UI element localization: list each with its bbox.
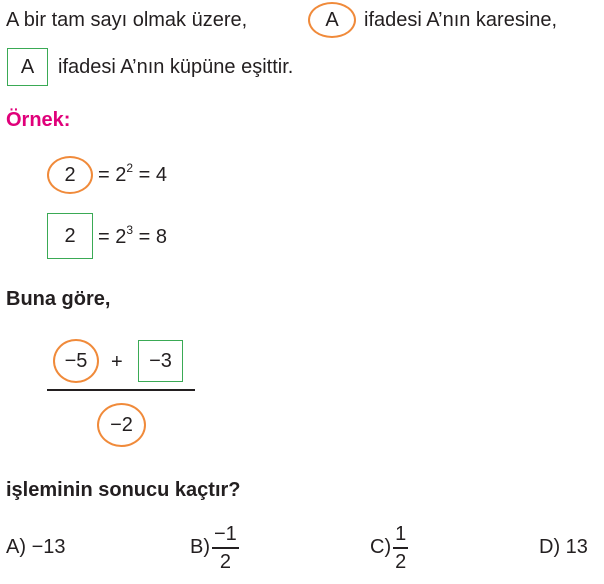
example-heading: Örnek: <box>6 109 71 131</box>
option-c[interactable] <box>370 523 408 573</box>
intro-line1-suffix: ifadesi A’nın karesine, <box>364 9 558 31</box>
denominator-circle <box>97 403 146 447</box>
option-a[interactable] <box>6 536 66 559</box>
numerator-square <box>138 340 183 382</box>
question-prompt: işleminin sonucu kaçtır? <box>6 479 241 501</box>
option-b-fraction <box>212 523 239 573</box>
circle-symbol-letter: A <box>325 8 339 31</box>
option-c-denominator: 2 <box>395 550 407 573</box>
option-c-fraction-bar <box>393 547 408 549</box>
example-circle-value: 2 <box>64 163 76 186</box>
option-a-label: A) <box>6 536 26 558</box>
option-b-denominator: 2 <box>219 550 231 573</box>
option-d-value: 13 <box>565 536 588 558</box>
numerator-square-value: −3 <box>149 349 172 372</box>
denominator-circle-value: −2 <box>110 413 133 436</box>
example-circle <box>47 156 93 194</box>
option-b-fraction-bar <box>212 547 239 549</box>
option-b-numerator: −1 <box>214 523 237 545</box>
square-symbol-letter: A <box>20 55 35 78</box>
option-b-label: B) <box>190 536 210 559</box>
numerator-circle-value: −5 <box>64 349 88 372</box>
option-c-fraction <box>393 523 408 573</box>
question-lead: Buna göre, <box>6 288 111 310</box>
fraction-bar <box>47 389 195 391</box>
example-circle-exponent: 2 <box>126 161 134 175</box>
option-b[interactable] <box>190 523 239 573</box>
example-square <box>47 213 93 259</box>
square-symbol <box>7 48 48 86</box>
numerator-plus: + <box>111 351 123 373</box>
circle-symbol <box>308 2 356 38</box>
example-square-equation <box>98 225 167 251</box>
example-circle-eq-part2: = 4 <box>133 164 167 186</box>
example-square-value: 2 <box>64 224 76 247</box>
example-square-eq-part1: = 2 <box>98 226 127 248</box>
example-circle-eq-part1: = 2 <box>98 164 127 186</box>
example-square-eq-part2: = 8 <box>133 226 167 248</box>
option-d[interactable] <box>539 536 588 559</box>
numerator-circle <box>53 339 99 383</box>
option-d-label: D) <box>539 536 561 558</box>
intro-line2-suffix: ifadesi A’nın küpüne eşittir. <box>58 56 294 78</box>
example-square-exponent: 3 <box>126 223 134 237</box>
option-c-label: C) <box>370 536 392 559</box>
option-a-value: −13 <box>31 536 66 558</box>
option-c-numerator: 1 <box>395 523 407 545</box>
example-circle-equation <box>98 163 167 189</box>
intro-line1-prefix: A bir tam sayı olmak üzere, <box>6 9 248 31</box>
